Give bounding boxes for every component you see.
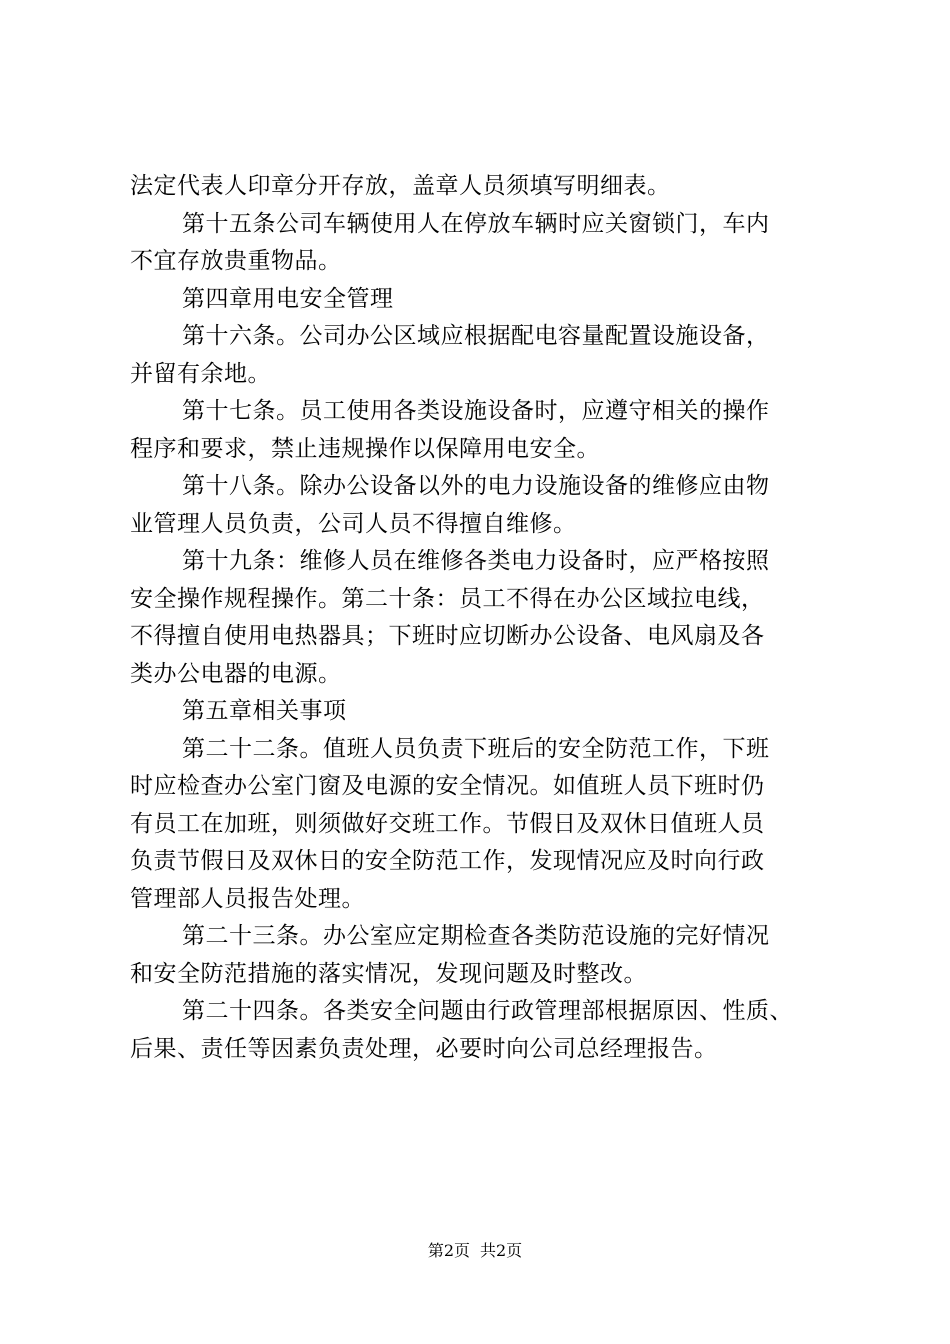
text-line: 程序和要求，禁止违规操作以保障用电安全。 bbox=[130, 435, 600, 462]
article-18: 第十八条。除办公设备以外的电力设施设备的维修应由物 bbox=[182, 473, 770, 499]
chapter-4-heading: 第四章用电安全管理 bbox=[182, 285, 394, 312]
document-body bbox=[130, 168, 850, 1068]
text-line: 和安全防范措施的落实情况，发现问题及时整改。 bbox=[130, 960, 647, 987]
text-line: 不得擅自使用电热器具；下班时应切断办公设备、电风扇及各 bbox=[130, 623, 765, 649]
article-23: 第二十三条。办公室应定期检查各类防范设施的完好情况 bbox=[182, 923, 770, 949]
text-line: 业管理人员负责，公司人员不得擅自维修。 bbox=[130, 510, 577, 537]
article-24: 第二十四条。各类安全问题由行政管理部根据原因、性质、 bbox=[182, 998, 793, 1024]
chapter-5-heading: 第五章相关事项 bbox=[182, 698, 347, 724]
page-number: 第2页 bbox=[427, 1241, 470, 1260]
article-15: 第十五条公司车辆使用人在停放车辆时应关窗锁门，车内 bbox=[182, 210, 770, 237]
text-line: 法定代表人印章分开存放，盖章人员须填写明细表。 bbox=[130, 173, 671, 199]
page-total: 共2页 bbox=[480, 1241, 523, 1260]
text-line: 并留有余地。 bbox=[130, 360, 271, 387]
page-footer bbox=[0, 1240, 950, 1262]
article-19: 第十九条：维修人员在维修各类电力设备时，应严格按照 bbox=[182, 548, 770, 574]
text-line: 管理部人员报告处理。 bbox=[130, 885, 365, 912]
text-line: 类办公电器的电源。 bbox=[130, 660, 342, 687]
text-line: 有员工在加班，则须做好交班工作。节假日及双休日值班人员 bbox=[130, 810, 765, 837]
text-line: 安全操作规程操作。第二十条：员工不得在办公区域拉电线， bbox=[130, 585, 765, 612]
text-line: 不宜存放贵重物品。 bbox=[130, 248, 342, 274]
article-22: 第二十二条。值班人员负责下班后的安全防范工作，下班 bbox=[182, 735, 770, 762]
text-line: 后果、责任等因素负责处理，必要时向公司总经理报告。 bbox=[130, 1035, 718, 1062]
article-16: 第十六条。公司办公区域应根据配电容量配置设施设备， bbox=[182, 323, 770, 349]
text-line: 时应检查办公室门窗及电源的安全情况。如值班人员下班时仍 bbox=[130, 773, 765, 799]
article-17: 第十七条。员工使用各类设施设备时，应遵守相关的操作 bbox=[182, 398, 770, 424]
text-line: 负责节假日及双休日的安全防范工作，发现情况应及时向行政 bbox=[130, 848, 765, 874]
